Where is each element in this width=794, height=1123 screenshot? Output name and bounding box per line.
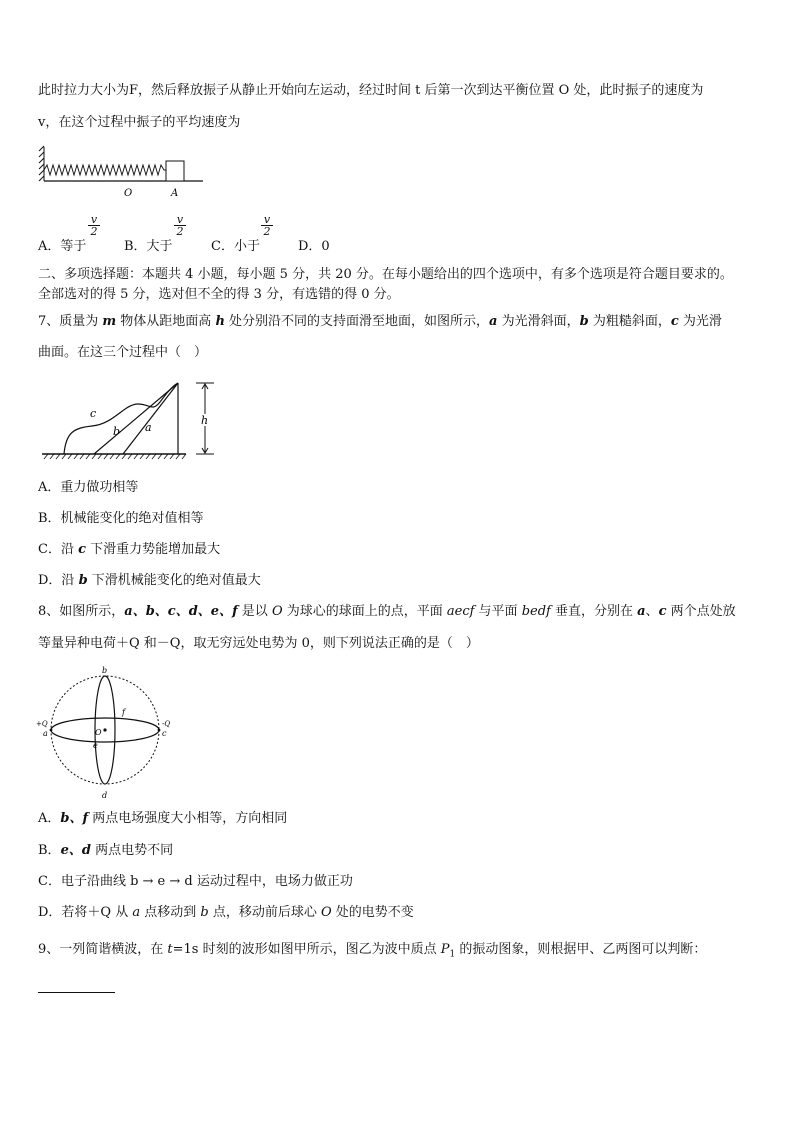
q8-option-a[interactable]: A．b、f 两点电场强度大小相等，方向相同 xyxy=(38,811,288,826)
q7-option-d[interactable]: D．沿 b 下滑机械能变化的绝对值最大 xyxy=(38,573,261,588)
label-b: b xyxy=(102,666,108,675)
q6-option-c-fraction: $\frac{v}{2}$ xyxy=(261,214,273,237)
label-o: O xyxy=(124,188,133,199)
equator-back xyxy=(51,718,159,730)
label-d: d xyxy=(102,791,108,800)
label-a: A xyxy=(171,188,179,199)
q8-text-line2: 等量异种电荷＋Q 和－Q，取无穷远处电势为 0，则下列说法正确的是（ ） xyxy=(38,636,479,651)
q8-text-line1: 8、如图所示，a、b、c、d、e、f 是以 O 为球心的球面上的点，平面 aecf 与平面 bedf 垂直，分别在 a、c 两个点处放 xyxy=(38,604,736,619)
section2-instructions-line1: 二、多项选择题：本题共 4 小题，每小题 5 分，共 20 分。在每小题给出的四个选项中，有多个选项是符合题目要求的。 xyxy=(38,267,733,282)
q6-text-line1: 此时拉力大小为F，然后释放振子从静止开始向左运动，经过时间 t 后第一次到达平衡位置 O 处，此时振子的速度为 xyxy=(38,83,704,98)
label-o: O xyxy=(95,728,102,737)
q6-option-b-fraction: $\frac{v}{2}$ xyxy=(174,214,186,237)
point-c xyxy=(158,729,161,732)
slope-b xyxy=(94,383,178,454)
footnote-divider xyxy=(38,992,115,993)
label-minus-q: -Q xyxy=(162,720,171,728)
center-point xyxy=(103,728,106,731)
label-plus-q: +Q xyxy=(36,720,48,728)
q6-option-c[interactable]: C．小于 xyxy=(211,239,260,254)
spring-oscillator-figure xyxy=(38,143,208,203)
label-h: h xyxy=(201,414,209,427)
point-a xyxy=(50,729,53,732)
label-a: a xyxy=(145,421,152,434)
q8-option-d[interactable]: D．若将＋Q 从 a 点移动到 b 点，移动前后球心 O 处的电势不变 xyxy=(38,905,414,920)
label-c: c xyxy=(90,407,97,420)
curve-c xyxy=(64,383,178,454)
q7-option-b[interactable]: B．机械能变化的绝对值相等 xyxy=(38,511,204,526)
q7-text-line2: 曲面。在这三个过程中（ ） xyxy=(38,345,208,360)
spring xyxy=(44,165,166,175)
section2-instructions-line2: 全部选对的得 5 分，选对但不全的得 3 分，有选错的得 0 分。 xyxy=(38,287,400,302)
q6-option-a-fraction: $\frac{v}{2}$ xyxy=(88,214,100,237)
incline-figure xyxy=(38,376,223,468)
q6-option-a[interactable]: A．等于 xyxy=(38,239,87,254)
equator-front xyxy=(51,730,159,742)
q9-text: 9、一列简谐横波，在 t=1s 时刻的波形如图甲所示，图乙为波中质点 $P_1$ 的振动图象，则根据甲、乙两图可以判断： xyxy=(38,942,707,960)
q7-option-c[interactable]: C．沿 c 下滑重力势能增加最大 xyxy=(38,542,221,557)
label-c: c xyxy=(162,729,167,738)
wall xyxy=(39,146,44,181)
label-f: f xyxy=(122,708,125,717)
label-a: a xyxy=(43,729,48,738)
q6-text-line2: v，在这个过程中振子的平均速度为 xyxy=(38,115,241,130)
slope-a xyxy=(123,383,178,454)
label-b: b xyxy=(113,425,121,438)
q8-option-b[interactable]: B．e、d 两点电势不同 xyxy=(38,843,174,858)
oscillator-block xyxy=(166,161,184,181)
q7-text-line1: 7、质量为 m 物体从距地面高 h 处分别沿不同的支持面滑至地面，如图所示，a 为光滑斜面，b 为粗糙斜面，c 为光滑 xyxy=(38,314,722,329)
q6-option-d[interactable]: D．0 xyxy=(298,239,330,254)
q8-option-c[interactable]: C．电子沿曲线 b → e → d 运动过程中，电场力做正功 xyxy=(38,874,353,889)
ground-hatch xyxy=(44,454,186,459)
q7-option-a[interactable]: A．重力做功相等 xyxy=(38,480,139,495)
sphere-figure xyxy=(34,664,184,804)
label-e: e xyxy=(93,741,98,750)
q6-option-b[interactable]: B．大于 xyxy=(124,239,173,254)
